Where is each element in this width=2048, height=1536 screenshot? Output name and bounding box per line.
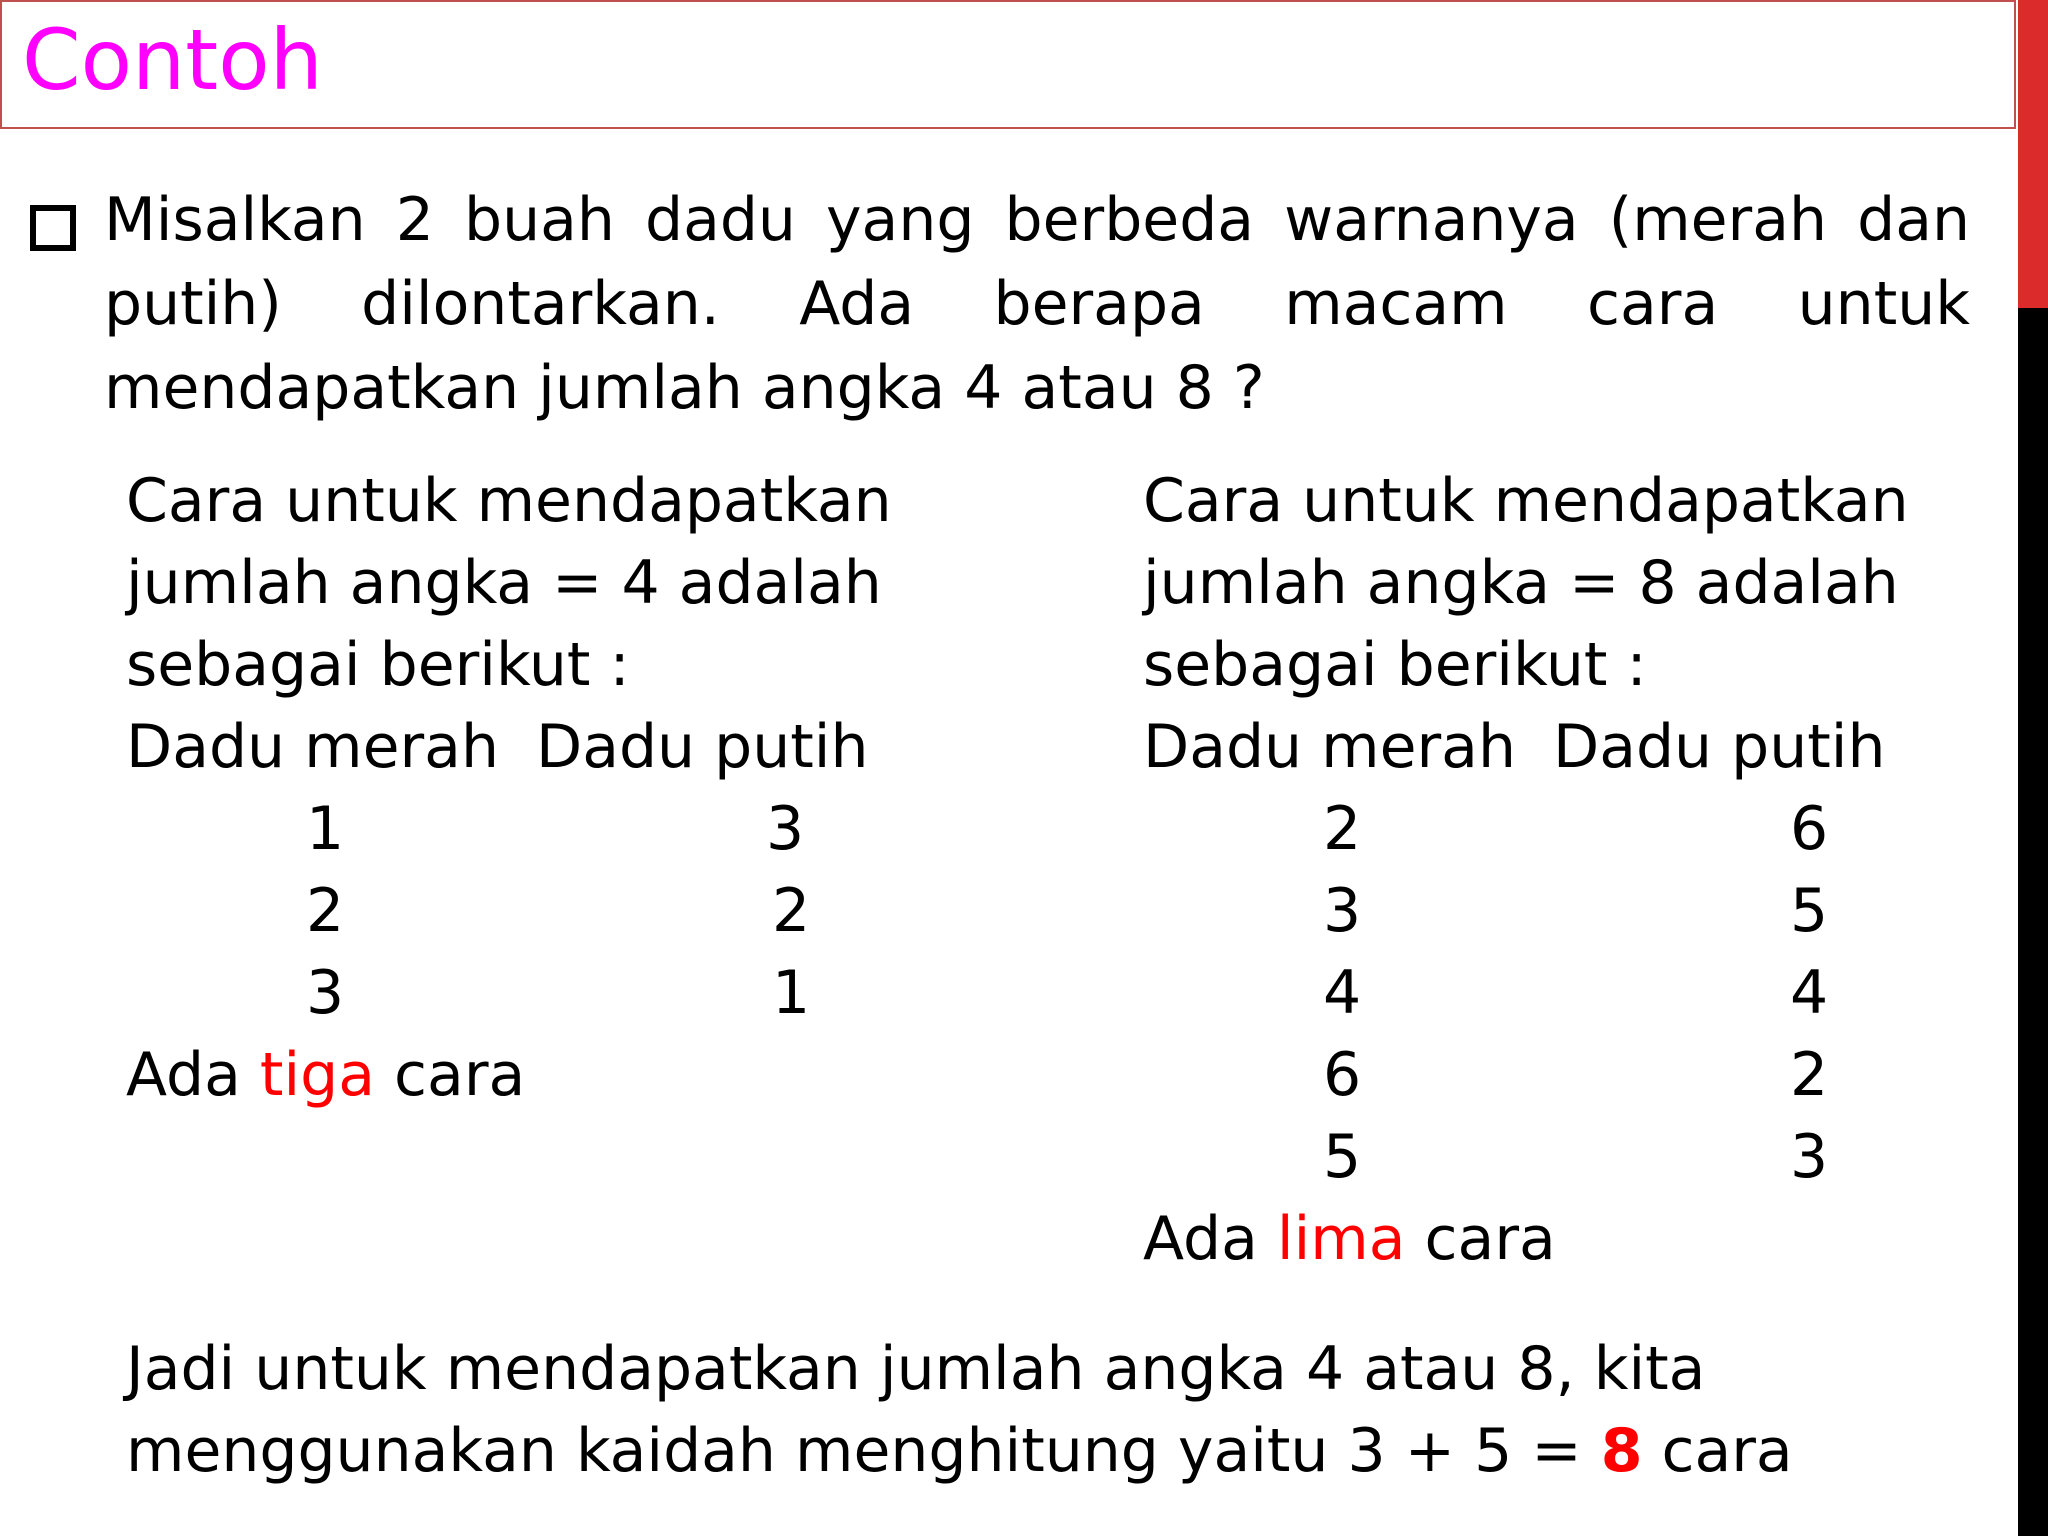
left-line-3: sebagai berikut :: [126, 630, 630, 700]
left-result-post: cara: [374, 1040, 526, 1110]
right-row-3-white: 4: [1790, 958, 1829, 1028]
checkbox-bullet-icon: [30, 205, 76, 251]
right-row-4-white: 2: [1790, 1040, 1829, 1110]
left-line-2: jumlah angka = 4 adalah: [126, 548, 882, 618]
left-header-white: Dadu putih: [536, 712, 869, 782]
right-row-2-white: 5: [1790, 876, 1829, 946]
right-row-1-white: 6: [1790, 794, 1829, 864]
left-result-count: tiga: [259, 1040, 375, 1110]
right-result-count: lima: [1276, 1204, 1406, 1274]
side-bar-black: [2018, 308, 2048, 1536]
left-result-pre: Ada: [126, 1040, 260, 1110]
conclusion-line-2: [126, 1410, 1793, 1492]
left-result: [126, 1034, 525, 1116]
right-line-2: jumlah angka = 8 adalah: [1143, 548, 1899, 618]
right-row-1-red: 2: [1323, 794, 1362, 864]
right-line-3: sebagai berikut :: [1143, 630, 1647, 700]
title-frame: [0, 0, 2016, 129]
right-row-5-red: 5: [1323, 1122, 1362, 1192]
right-row-2-red: 3: [1323, 876, 1362, 946]
conclusion-formula: menggunakan kaidah menghitung yaitu 3 + 5 =: [126, 1416, 1601, 1486]
left-row-2-red: 2: [306, 876, 345, 946]
question-text: Misalkan 2 buah dadu yang berbeda warnanya (merah dan putih) dilontarkan. Ada berapa macam cara untuk mendapatkan jumlah angka 4 atau 8 ?: [104, 185, 1970, 423]
right-result-pre: Ada: [1143, 1204, 1277, 1274]
left-row-3-white: 1: [772, 958, 811, 1028]
right-row-4-red: 6: [1323, 1040, 1362, 1110]
right-header-red: Dadu merah: [1143, 712, 1516, 782]
right-result-post: cara: [1405, 1204, 1556, 1274]
conclusion: [126, 1328, 1793, 1492]
conclusion-line-1: Jadi untuk mendapatkan jumlah angka 4 atau 8, kita: [126, 1334, 1706, 1404]
right-row-3-red: 4: [1323, 958, 1362, 1028]
conclusion-unit: cara: [1642, 1416, 1793, 1486]
left-row-2-white: 2: [772, 876, 811, 946]
slide-title: Contoh: [22, 11, 323, 109]
right-line-1: Cara untuk mendapatkan: [1143, 466, 1909, 536]
left-line-1: Cara untuk mendapatkan: [126, 466, 892, 536]
right-result: [1143, 1198, 1556, 1280]
right-row-5-white: 3: [1790, 1122, 1829, 1192]
conclusion-total: 8: [1600, 1416, 1643, 1486]
side-bar-red: [2018, 0, 2048, 308]
left-row-1-white: 3: [766, 794, 805, 864]
left-row-1-red: 1: [306, 794, 345, 864]
left-row-3-red: 3: [306, 958, 345, 1028]
right-explanation: [1143, 460, 1909, 706]
left-explanation: [126, 460, 892, 706]
right-header-white: Dadu putih: [1553, 712, 1886, 782]
left-header-red: Dadu merah: [126, 712, 499, 782]
